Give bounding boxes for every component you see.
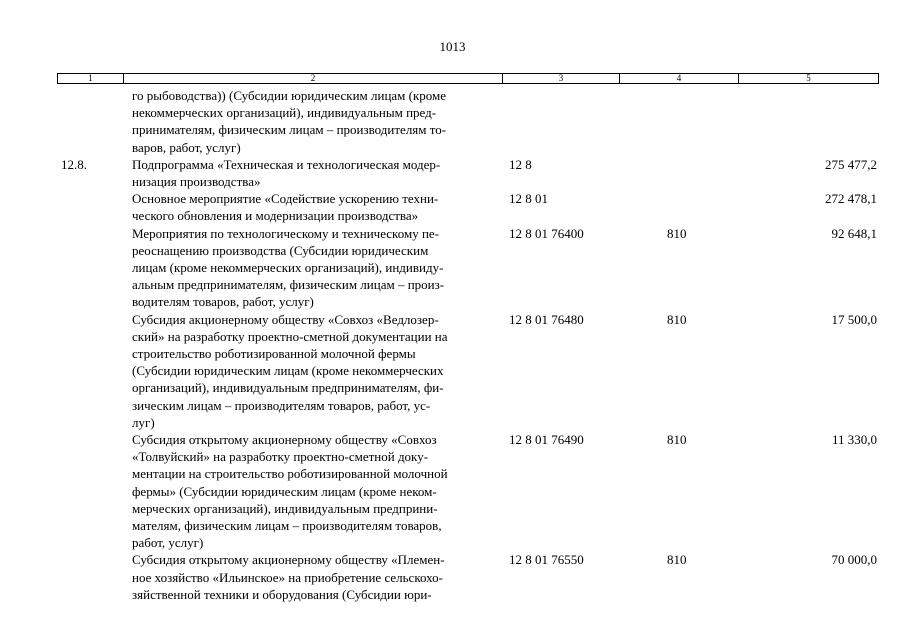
- row-number: [57, 190, 123, 224]
- description-line: работ, услуг): [132, 535, 204, 551]
- row-number: 12.8.: [61, 156, 87, 172]
- row-amount: 275 477,2: [825, 156, 877, 172]
- row-expense-type: 810: [667, 225, 687, 241]
- description-line: го рыбоводства)) (Субсидии юридическим лицам (кроме: [132, 88, 447, 103]
- description-line: мерческих организаций), индивидуальным предприни-: [132, 500, 438, 516]
- row-expense-type: 810: [667, 552, 687, 568]
- header-col-3: 3: [503, 74, 620, 83]
- header-col-5: 5: [806, 73, 811, 83]
- row-code: 12 8 01 76490: [509, 432, 584, 448]
- description-line: зическим лицам – производителям товаров, работ, ус-: [132, 397, 431, 413]
- row-description: [123, 431, 502, 551]
- table-row: [57, 87, 879, 156]
- description-line: Мероприятия по технологическому и техническому пе-: [132, 225, 439, 241]
- description-line: ментации на строительство роботизированной молочной: [132, 466, 448, 482]
- description-line: Субсидия открытому акционерному обществу «Совхоз: [132, 432, 437, 448]
- row-expense-type: 810: [667, 311, 687, 327]
- description-line: ский» на разработку проектно-сметной документации на: [132, 328, 448, 344]
- row-amount: 272 478,1: [825, 191, 877, 207]
- row-description: [123, 87, 502, 156]
- row-number: [57, 311, 123, 431]
- row-amount: 17 500,0: [831, 311, 877, 327]
- description-line: строительство роботизированной молочной фермы: [132, 346, 416, 362]
- row-description: [123, 551, 502, 603]
- description-line: водителям товаров, работ, услуг): [132, 294, 314, 310]
- row-amount: [738, 87, 879, 156]
- row-expense-type: 810: [667, 432, 687, 448]
- description-line: (Субсидии юридическим лицам (кроме некоммерческих: [132, 363, 444, 379]
- header-col-4: 4: [620, 74, 739, 83]
- row-code: 12 8 01: [509, 191, 548, 207]
- row-expense-type: [619, 156, 738, 190]
- row-number: [57, 551, 123, 603]
- description-line: организаций), индивидуальным предпринимателям, фи-: [132, 380, 444, 396]
- description-line: альным предпринимателям, физическим лицам – произ-: [132, 277, 445, 293]
- description-line: фермы» (Субсидии юридическим лицам (кроме неком-: [132, 483, 437, 499]
- description-line: Подпрограмма «Техническая и технологическая модер-: [132, 156, 441, 172]
- description-line: мателям, физическим лицам – производителям товаров,: [132, 518, 442, 534]
- row-amount: 92 648,1: [831, 225, 877, 241]
- row-amount: 70 000,0: [831, 552, 877, 568]
- description-line: Субсидия открытому акционерному обществу «Племен-: [132, 552, 445, 568]
- row-number: [57, 431, 123, 551]
- table-header: [57, 73, 879, 84]
- description-line: некоммерческих организаций), индивидуальным пред-: [132, 105, 437, 121]
- description-line: ное хозяйство «Ильинское» на приобретение сельскохо-: [132, 569, 443, 585]
- row-description: [123, 156, 502, 190]
- description-line: принимателям, физическим лицам – производителям то-: [132, 122, 447, 138]
- row-number: [57, 225, 123, 311]
- row-expense-type: [619, 190, 738, 224]
- row-amount: 11 330,0: [831, 432, 877, 448]
- row-description: [123, 190, 502, 224]
- row-description: [123, 225, 502, 311]
- table-row: [57, 431, 879, 551]
- table-row: [57, 551, 879, 603]
- header-col-2: 2: [124, 74, 503, 83]
- budget-table: [57, 87, 879, 603]
- description-line: «Толвуйский» на разработку проектно-сметной доку-: [132, 449, 429, 465]
- table-row: [57, 156, 879, 190]
- row-code: 12 8 01 76400: [509, 225, 584, 241]
- table-row: [57, 190, 879, 224]
- description-line: Субсидия акционерному обществу «Совхоз «Ведлозер-: [132, 311, 439, 327]
- row-description: [123, 311, 502, 431]
- description-line: ческого обновления и модернизации производства»: [132, 208, 419, 224]
- row-code: 12 8 01 76480: [509, 311, 584, 327]
- description-line: варов, работ, услуг): [132, 139, 241, 155]
- description-line: зяйственной техники и оборудования (Субсидии юри-: [132, 586, 432, 602]
- description-line: низация производства»: [132, 174, 261, 190]
- row-code: 12 8: [509, 156, 532, 172]
- description-line: лицам (кроме некоммерческих организаций), индивиду-: [132, 260, 444, 276]
- description-line: луг): [132, 414, 155, 430]
- table-row: [57, 225, 879, 311]
- row-code: 12 8 01 76550: [509, 552, 584, 568]
- row-code: [502, 87, 619, 156]
- table-row: [57, 311, 879, 431]
- description-line: реоснащению производства (Субсидии юридическим: [132, 242, 429, 258]
- row-number: [57, 87, 123, 156]
- page-number: 1013: [439, 39, 466, 54]
- description-line: Основное мероприятие «Содействие ускорению техни-: [132, 191, 439, 207]
- row-expense-type: [619, 87, 738, 156]
- header-col-1: 1: [58, 74, 124, 83]
